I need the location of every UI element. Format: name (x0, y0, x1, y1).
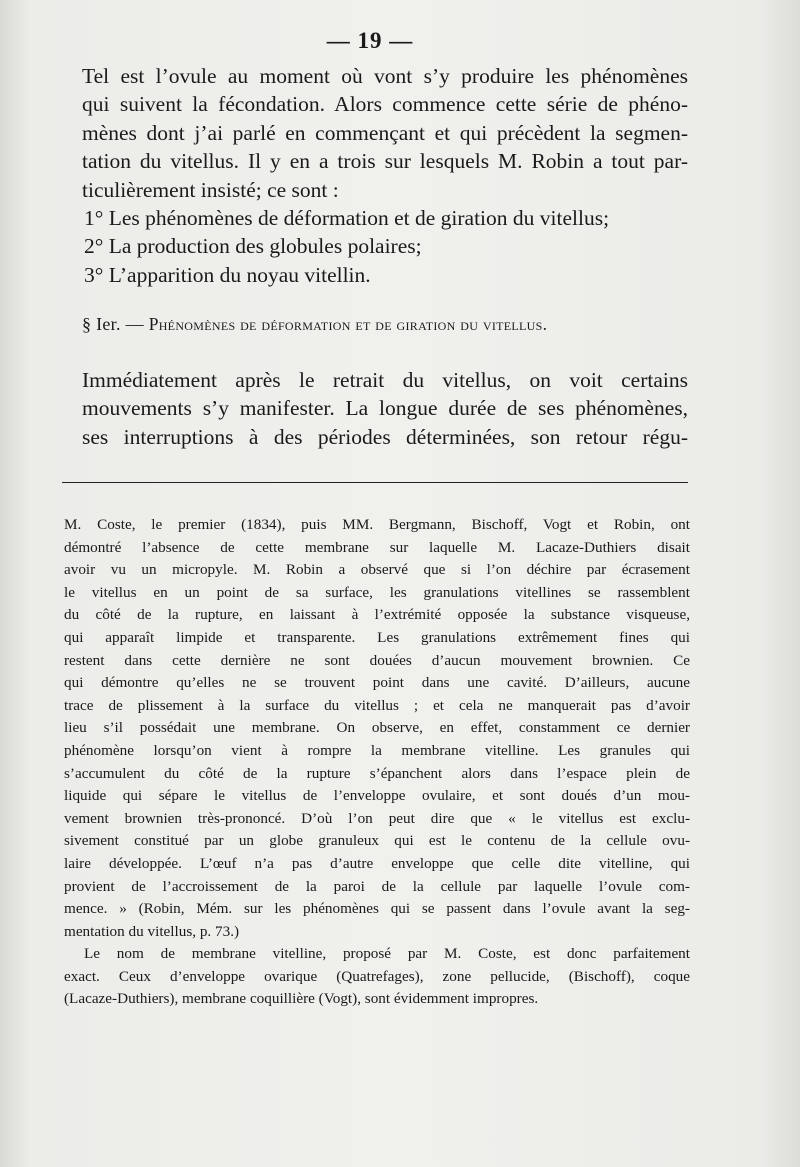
enumeration-item: 1° Les phénomènes de déformation et de giration du vitellus; (84, 206, 610, 231)
text-line: ses interruptions à des périodes déterminées, son retour régu- (82, 424, 688, 449)
footnote-line: avoir vu un micropyle. M. Robin a observé que si l’on déchire par écrasement (64, 561, 690, 579)
text-line: mouvements s’y manifester. La longue durée de ses phénomènes, (82, 396, 688, 421)
footnote-line: le vitellus en un point de sa surface, les granulations vitellines se rassemblent (64, 583, 690, 601)
text-line: Tel est l’ovule au moment où vont s’y produire les phénomènes (82, 64, 688, 88)
text-line: tation du vitellus. Il y en a trois sur lesquels M. Robin a tout par- (82, 149, 688, 174)
second-paragraph (82, 366, 688, 451)
section-heading (82, 314, 688, 335)
text-line: qui suivent la fécondation. Alors commence cette série de phéno- (82, 92, 688, 117)
footnote-divider (62, 482, 688, 483)
text-line: mènes dont j’ai parlé en commençant et qui précèdent la segmen- (82, 120, 688, 145)
enumeration-item: 3° L’apparition du noyau vitellin. (84, 262, 371, 287)
footnote-line: sivement constitué par un globe granuleux qui est le contenu de la cellule ovu- (64, 832, 690, 850)
footnote-line: Le nom de membrane vitelline, proposé par M. Coste, est donc parfaitement (84, 945, 690, 963)
footnote-line: liquide qui sépare le vitellus de l’enveloppe ovulaire, et sont doués d’un mou- (64, 787, 690, 805)
footnote-line: provient de l’accroissement de la paroi de la cellule par laquelle l’ovule com- (64, 877, 690, 895)
footnote-line: M. Coste, le premier (1834), puis MM. Bergmann, Bischoff, Vogt et Robin, ont (64, 516, 690, 533)
footnote (64, 514, 690, 1011)
footnote-line: vement brownien très-prononcé. D’où l’on peut dire que « le vitellus est exclu- (64, 809, 690, 827)
footnote-line: lieu s’il possédait une membrane. On observe, en effet, constamment ce dernier (64, 719, 690, 737)
section-number: § Ier. — (82, 314, 149, 334)
footnote-line: démontré l’absence de cette membrane sur laquelle M. Lacaze-Duthiers disait (64, 538, 690, 556)
footnote-line: laire développée. L’œuf n’a pas d’autre enveloppe que celle dite vitelline, qui (64, 854, 690, 872)
footnote-line: s’accumulent du côté de la rupture s’épanchent alors dans l’espace plein de (64, 764, 690, 782)
footnote-line: (Lacaze-Duthiers), membrane coquillière (Vogt), sont évidemment impropres. (64, 990, 539, 1008)
text-line: Immédiatement après le retrait du vitellus, on voit certains (82, 368, 688, 392)
page-number: — 19 — (326, 28, 414, 53)
footnote-line: trace de plissement à la surface du vitellus ; et cela ne manquerait pas d’avoir (64, 696, 690, 714)
footnote-line: qui apparaît limpide et transparente. Les granulations extrêmement fines qui (64, 628, 690, 646)
footnote-line: qui démontre qu’elles ne se trouvent point dans une cavité. D’ailleurs, aucune (64, 674, 690, 692)
section-title: Phénomènes de déformation et de giration du vitellus. (148, 314, 548, 334)
footnote-line: mentation du vitellus, p. 73.) (64, 922, 240, 940)
text-line: ticulièrement insisté; ce sont : (82, 177, 339, 202)
footnote-line: phénomène lorsqu’on vient à rompre la membrane vitelline. Les granules qui (64, 741, 690, 759)
footnote-line: exact. Ceux d’enveloppe ovarique (Quatrefages), zone pellucide, (Bischoff), coque (64, 967, 690, 985)
enumeration-item: 2° La production des globules polaires; (84, 234, 422, 259)
footnote-line: du côté de la rupture, en laissant à l’extrémité opposée la substance visqueuse, (64, 606, 690, 624)
footnote-line: mence. » (Robin, Mém. sur les phénomènes qui se passent dans l’ovule avant la seg- (64, 900, 690, 918)
main-paragraph (82, 62, 688, 289)
footnote-line: restent dans cette dernière ne sont douées d’aucun mouvement brownien. Ce (64, 651, 690, 669)
